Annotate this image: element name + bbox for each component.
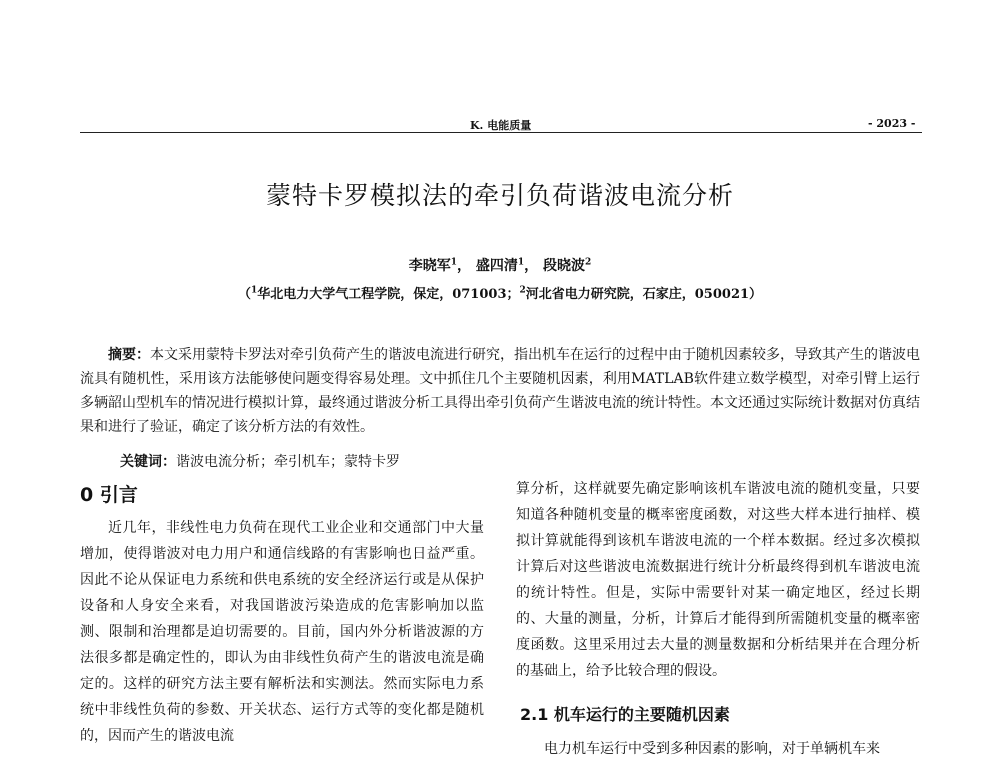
running-header-year: - 2023 - bbox=[868, 117, 916, 130]
abstract bbox=[80, 343, 920, 439]
affil-text-2: 河北省电力研究院，石家庄，050021） bbox=[525, 287, 763, 302]
author-3-affil: 2 bbox=[585, 257, 592, 268]
paper-title: 蒙特卡罗模拟法的牵引负荷谐波电流分析 bbox=[265, 181, 734, 210]
author-2-affil: 1 bbox=[517, 257, 525, 268]
affiliation-line bbox=[0, 283, 1000, 302]
header-rule bbox=[80, 132, 922, 133]
running-header-section: K. 电能质量 bbox=[470, 119, 532, 132]
author-3: 段晓波 bbox=[543, 258, 585, 274]
keywords-label: 关键词： bbox=[120, 454, 176, 470]
abstract-text: 本文采用蒙特卡罗法对牵引负荷产生的谐波电流进行研究，指出机车在运行的过程中由于随机因素较多，导致其产生的谐波电流具有随机性，采用该方法能够使问题变得容易处理。文中抓住几个主要随机因素，利用MATLAB软件建立数学模型，对牵引臂上运行多辆韶山型机车的情况进行模拟计算，最终通过谐波分析工具得出牵引负荷产生谐波电流的统计特性。本文还通过实际统计数据对仿真结果和进行了验证，确定了该分析方法的有效性。 bbox=[80, 347, 920, 435]
affil-text-1: 华北电力大学气工程学院，保定，071003； bbox=[257, 287, 520, 302]
affil-sup-1: 1 bbox=[250, 285, 258, 296]
affil-open: （ bbox=[237, 287, 251, 302]
keywords-text: 谐波电流分析；牵引机车；蒙特卡罗 bbox=[176, 454, 400, 470]
abstract-label: 摘要： bbox=[108, 347, 150, 363]
right-column-paragraph: 算分析，这样就要先确定影响该机车谐波电流的随机变量，只要知道各种随机变量的概率密度函数，对这些大样本进行抽样、模拟计算就能得到该机车谐波电流的一个样本数据。经过多次模拟计算后对这些谐波电流数据进行统计分析最终得到机车谐波电流的统计特性。但是，实际中需要针对某一确定地区，经过长期的、大量的测量，分析，计算后才能得到所需随机变量的概率密度函数。这里采用过去大量的测量数据和分析结果并在合理分析的基础上，给予比较合理的假设。 bbox=[516, 481, 920, 679]
section-heading-2-1: 2.1 机车运行的主要随机因素 bbox=[520, 705, 730, 724]
author-1-affil: 1 bbox=[450, 257, 457, 268]
intro-paragraph: 近几年，非线性电力负荷在现代工业企业和交通部门中大量增加，使得谐波对电力用户和通信线路的有害影响也日益严重。因此不论从保证电力系统和供电系统的安全经济运行或是从保护设备和人身安全来看，对我国谐波污染造成的危害影响加以监测、限制和治理都是迫切需要的。目前，国内外分析谐波源的方法很多都是确定性的，即认为由非线性负荷产生的谐波电流是确定的。这样的研究方法主要有解析法和实测法。然而实际电力系统中非线性负荷的参数、开关状态、运行方式等的变化都是随机的，因而产生的谐波电流 bbox=[80, 520, 484, 744]
author-1: 李晓军 bbox=[408, 258, 451, 274]
author-line: 李晓军$^1$， 盛四清$^1$， 段晓波$^2$ bbox=[408, 257, 592, 274]
affil-sup-2: 2 bbox=[519, 285, 526, 296]
author-2: 盛四清 bbox=[475, 258, 518, 274]
section-heading-intro: 0 引言 bbox=[80, 484, 138, 506]
section-2-1-text: 电力机车运行中受到多种因素的影响，对于单辆机车来 bbox=[544, 741, 880, 757]
keywords bbox=[120, 451, 400, 471]
